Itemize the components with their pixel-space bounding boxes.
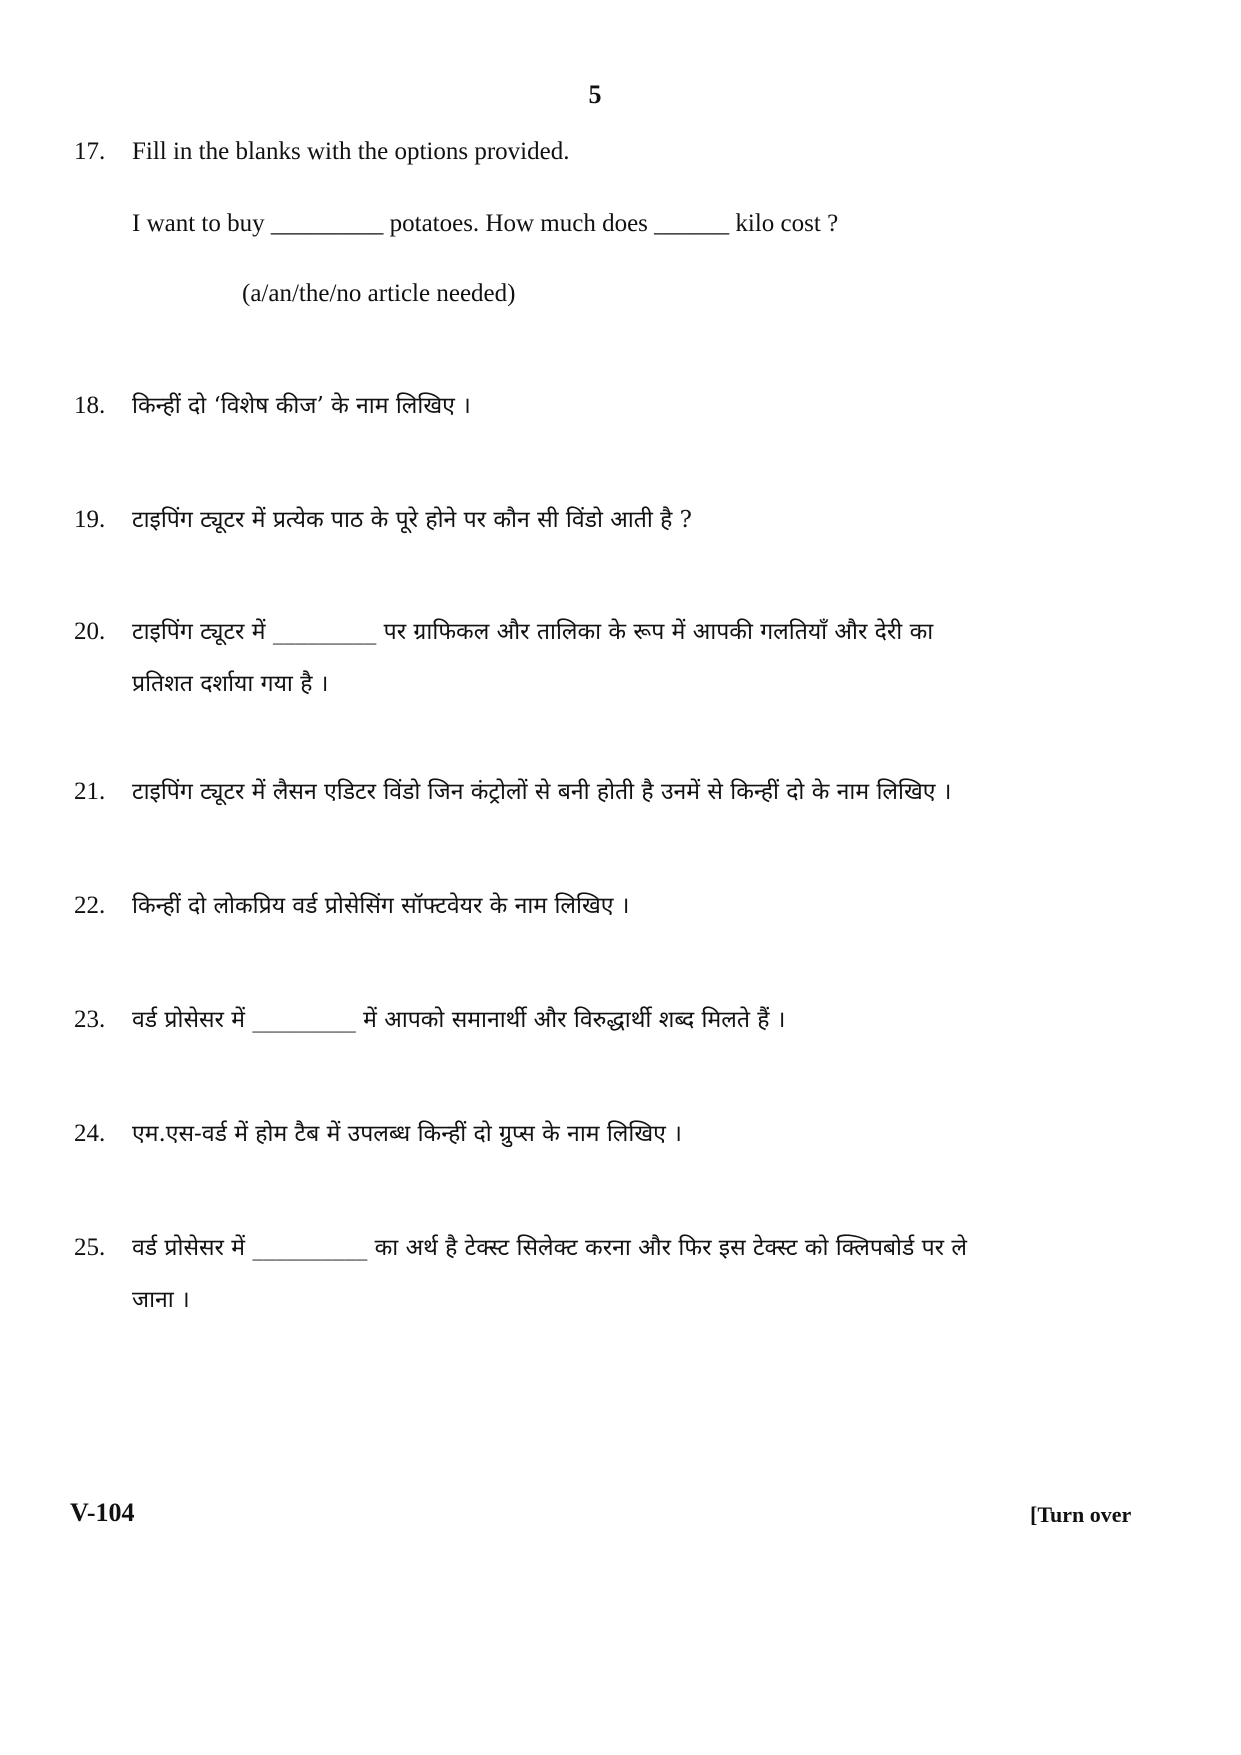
question-text: टाइपिंग ट्यूटर में _________ पर ग्राफिकल और तालिका के रूप में आपकी गलतियाँ और देरी का xyxy=(132,619,934,645)
question-body xyxy=(132,1222,1074,1326)
question-text: I want to buy _________ potatoes. How much does ______ kilo cost ? xyxy=(132,210,839,237)
question-number: 23. xyxy=(74,1006,106,1033)
question-text: प्रतिशत दर्शाया गया है । xyxy=(132,671,329,697)
options-hint: (a/an/the/no article needed) xyxy=(242,280,516,307)
question-body xyxy=(132,380,1074,432)
question-body xyxy=(132,1108,1074,1160)
paper-code: V-104 xyxy=(70,1498,135,1527)
question-body xyxy=(132,126,1074,320)
question-21 xyxy=(74,766,1074,818)
question-text: वर्ड प्रोसेसर में __________ का अर्थ है टेक्स्ट सिलेक्ट करना और फिर इस टेक्स्ट को क्लिपबोर्ड पर ले xyxy=(132,1235,967,1261)
question-23 xyxy=(74,994,1074,1046)
turn-over-label: [Turn over xyxy=(1030,1502,1132,1527)
question-text: किन्हीं दो ‘विशेष कीज’ के नाम लिखिए । xyxy=(132,393,471,419)
question-text: टाइपिंग ट्यूटर में प्रत्येक पाठ के पूरे होने पर कौन सी विंडो आती है ? xyxy=(132,507,692,533)
question-text: Fill in the blanks with the options provided. xyxy=(132,138,570,165)
question-body xyxy=(132,606,1074,710)
question-number: 24. xyxy=(74,1120,106,1147)
question-number: 18. xyxy=(74,392,106,419)
question-17 xyxy=(74,126,1074,320)
question-25 xyxy=(74,1222,1074,1326)
question-number: 25. xyxy=(74,1234,106,1261)
question-body xyxy=(132,994,1074,1046)
question-body xyxy=(132,880,1074,932)
question-text: किन्हीं दो लोकप्रिय वर्ड प्रोसेसिंग सॉफ्टवेयर के नाम लिखिए । xyxy=(132,893,630,919)
question-text: एम.एस-वर्ड में होम टैब में उपलब्ध किन्हीं दो ग्रुप्स के नाम लिखिए । xyxy=(132,1121,682,1147)
question-18 xyxy=(74,380,1074,432)
question-number: 19. xyxy=(74,506,106,533)
question-text: जाना । xyxy=(132,1287,190,1313)
question-body xyxy=(132,494,1074,546)
question-22 xyxy=(74,880,1074,932)
question-number: 20. xyxy=(74,618,106,645)
question-20 xyxy=(74,606,1074,710)
question-number: 17. xyxy=(74,138,106,165)
question-24 xyxy=(74,1108,1074,1160)
question-number: 21. xyxy=(74,778,106,805)
question-body xyxy=(132,766,1074,818)
question-number: 22. xyxy=(74,892,106,919)
question-text: वर्ड प्रोसेसर में _________ में आपको समानार्थी और विरुद्धार्थी शब्द मिलते हैं । xyxy=(132,1007,786,1033)
question-text: टाइपिंग ट्यूटर में लैसन एडिटर विंडो जिन कंट्रोलों से बनी होती है उनमें से किन्हीं दो के नाम लिखिए । xyxy=(132,779,952,805)
question-19 xyxy=(74,494,1074,546)
page-number: 5 xyxy=(588,80,602,109)
